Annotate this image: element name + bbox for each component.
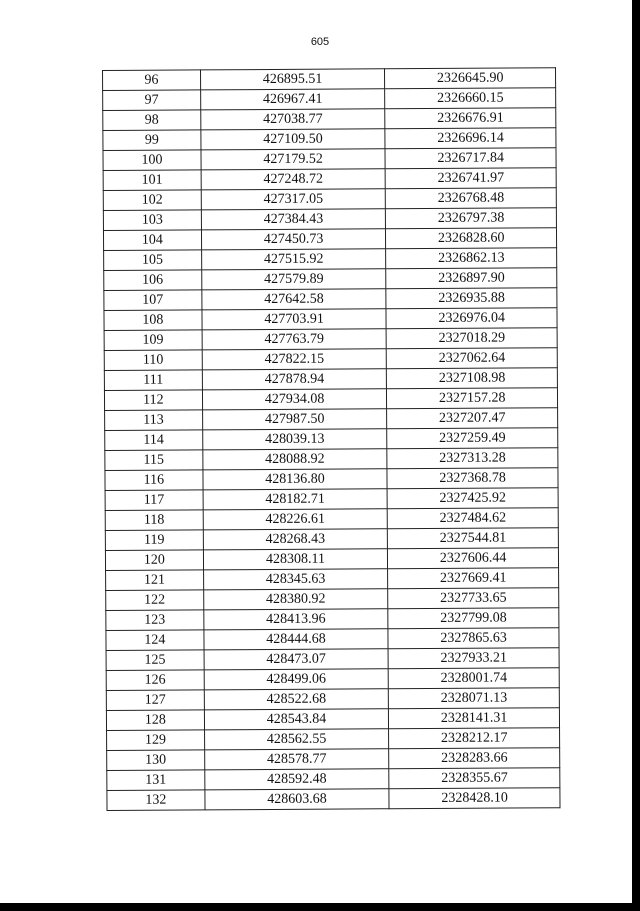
- point-number-cell: 109: [104, 330, 202, 351]
- y-coordinate-cell: 2327259.49: [387, 428, 558, 449]
- point-number-cell: 129: [107, 730, 205, 751]
- point-number-cell: 98: [103, 110, 201, 131]
- x-coordinate-cell: 427642.58: [202, 289, 387, 310]
- x-coordinate-cell: 426967.41: [200, 89, 385, 110]
- point-number-cell: 97: [103, 90, 201, 111]
- point-number-cell: 101: [103, 170, 201, 191]
- y-coordinate-cell: 2328355.67: [389, 768, 560, 789]
- table-row: [106, 708, 559, 731]
- y-coordinate-cell: 2326828.60: [386, 228, 557, 249]
- x-coordinate-cell: 428444.68: [204, 629, 389, 650]
- table-row: [105, 548, 558, 571]
- table-row: [107, 788, 560, 811]
- x-coordinate-cell: 428543.84: [204, 709, 389, 730]
- point-number-cell: 107: [104, 290, 202, 311]
- point-number-cell: 128: [106, 710, 204, 731]
- y-coordinate-cell: 2327207.47: [387, 408, 558, 429]
- x-coordinate-cell: 428413.96: [204, 609, 389, 630]
- point-number-cell: 115: [105, 450, 203, 471]
- point-number-cell: 105: [104, 250, 202, 271]
- y-coordinate-cell: 2327544.81: [388, 528, 559, 549]
- table-row: [103, 148, 556, 171]
- x-coordinate-cell: 427878.94: [202, 369, 387, 390]
- y-coordinate-cell: 2326897.90: [386, 268, 557, 289]
- x-coordinate-cell: 427579.89: [201, 269, 386, 290]
- table-row: [104, 268, 557, 291]
- y-coordinate-cell: 2327606.44: [388, 548, 559, 569]
- x-coordinate-cell: 428039.13: [202, 429, 387, 450]
- y-coordinate-cell: 2326741.97: [385, 168, 556, 189]
- x-coordinate-cell: 427515.92: [201, 249, 386, 270]
- table-row: [106, 648, 559, 671]
- table-row: [104, 288, 557, 311]
- y-coordinate-cell: 2327157.28: [387, 388, 558, 409]
- point-number-cell: 130: [107, 750, 205, 771]
- y-coordinate-cell: 2326862.13: [386, 248, 557, 269]
- x-coordinate-cell: 428136.80: [203, 469, 388, 490]
- y-coordinate-cell: 2326976.04: [386, 308, 557, 329]
- table-row: [107, 748, 560, 771]
- y-coordinate-cell: 2326645.90: [385, 68, 556, 89]
- point-number-cell: 131: [107, 770, 205, 791]
- x-coordinate-cell: 428268.43: [203, 529, 388, 550]
- y-coordinate-cell: 2326717.84: [385, 148, 556, 169]
- y-coordinate-cell: 2327799.08: [388, 608, 559, 629]
- point-number-cell: 96: [103, 70, 201, 91]
- point-number-cell: 108: [104, 310, 202, 331]
- x-coordinate-cell: 427934.08: [202, 389, 387, 410]
- point-number-cell: 113: [105, 410, 203, 431]
- y-coordinate-cell: 2328071.13: [389, 688, 560, 709]
- table-row: [103, 68, 556, 91]
- x-coordinate-cell: 428308.11: [203, 549, 388, 570]
- table-row: [104, 248, 557, 271]
- x-coordinate-cell: 427109.50: [201, 129, 386, 150]
- table-row: [106, 608, 559, 631]
- x-coordinate-cell: 428473.07: [204, 649, 389, 670]
- table-row: [107, 728, 560, 751]
- table-row: [107, 768, 560, 791]
- x-coordinate-cell: 427987.50: [202, 409, 387, 430]
- point-number-cell: 126: [106, 670, 204, 691]
- table-row: [103, 128, 556, 151]
- table-row: [103, 168, 556, 191]
- y-coordinate-cell: 2328141.31: [389, 708, 560, 729]
- y-coordinate-cell: 2328283.66: [389, 748, 560, 769]
- table-row: [105, 448, 558, 471]
- table-row: [106, 568, 559, 591]
- point-number-cell: 122: [106, 590, 204, 611]
- y-coordinate-cell: 2326797.38: [386, 208, 557, 229]
- point-number-cell: 121: [106, 570, 204, 591]
- table-row: [105, 528, 558, 551]
- point-number-cell: 119: [105, 530, 203, 551]
- x-coordinate-cell: 428522.68: [204, 689, 389, 710]
- table-row: [103, 88, 556, 111]
- x-coordinate-cell: 428182.71: [203, 489, 388, 510]
- y-coordinate-cell: 2328428.10: [389, 788, 560, 809]
- y-coordinate-cell: 2328001.74: [388, 668, 559, 689]
- x-coordinate-cell: 427450.73: [201, 229, 386, 250]
- table-row: [103, 108, 556, 131]
- y-coordinate-cell: 2326935.88: [386, 288, 557, 309]
- table-row: [104, 308, 557, 331]
- x-coordinate-cell: 428088.92: [203, 449, 388, 470]
- table-row: [104, 328, 557, 351]
- table-row: [105, 428, 558, 451]
- y-coordinate-cell: 2326696.14: [385, 128, 556, 149]
- point-number-cell: 99: [103, 130, 201, 151]
- point-number-cell: 104: [103, 230, 201, 251]
- point-number-cell: 117: [105, 490, 203, 511]
- x-coordinate-cell: 428380.92: [203, 589, 388, 610]
- y-coordinate-cell: 2326660.15: [385, 88, 556, 109]
- x-coordinate-cell: 428499.06: [204, 669, 389, 690]
- point-number-cell: 110: [104, 350, 202, 371]
- table-row: [103, 228, 556, 251]
- y-coordinate-cell: 2327062.64: [387, 348, 558, 369]
- table-row: [104, 348, 557, 371]
- y-coordinate-cell: 2328212.17: [389, 728, 560, 749]
- x-coordinate-cell: 427038.77: [200, 109, 385, 130]
- point-number-cell: 116: [105, 470, 203, 491]
- x-coordinate-cell: 427384.43: [201, 209, 386, 230]
- point-number-cell: 132: [107, 790, 205, 811]
- point-number-cell: 124: [106, 630, 204, 651]
- y-coordinate-cell: 2327669.41: [388, 568, 559, 589]
- coordinate-table: [102, 67, 561, 811]
- table-row: [105, 508, 558, 531]
- x-coordinate-cell: 427703.91: [202, 309, 387, 330]
- y-coordinate-cell: 2326676.91: [385, 108, 556, 129]
- table-row: [105, 408, 558, 431]
- point-number-cell: 114: [105, 430, 203, 451]
- y-coordinate-cell: 2327933.21: [388, 648, 559, 669]
- table-row: [105, 468, 558, 491]
- table-row: [103, 208, 556, 231]
- x-coordinate-cell: 426895.51: [200, 69, 385, 90]
- x-coordinate-cell: 427822.15: [202, 349, 387, 370]
- table-row: [104, 368, 557, 391]
- x-coordinate-cell: 427763.79: [202, 329, 387, 350]
- x-coordinate-cell: 427317.05: [201, 189, 386, 210]
- x-coordinate-cell: 428592.48: [205, 769, 390, 790]
- scan-border: [0, 903, 632, 906]
- point-number-cell: 127: [106, 690, 204, 711]
- table-row: [106, 668, 559, 691]
- coordinate-table-body: [103, 68, 561, 811]
- point-number-cell: 118: [105, 510, 203, 531]
- table-row: [103, 188, 556, 211]
- point-number-cell: 103: [103, 210, 201, 231]
- y-coordinate-cell: 2327018.29: [386, 328, 557, 349]
- point-number-cell: 120: [105, 550, 203, 571]
- y-coordinate-cell: 2327865.63: [388, 628, 559, 649]
- table-row: [106, 628, 559, 651]
- table-row: [104, 388, 557, 411]
- page-number: 605: [310, 36, 330, 48]
- y-coordinate-cell: 2327484.62: [388, 508, 559, 529]
- point-number-cell: 123: [106, 610, 204, 631]
- x-coordinate-cell: 428226.61: [203, 509, 388, 530]
- y-coordinate-cell: 2327313.28: [387, 448, 558, 469]
- point-number-cell: 112: [104, 390, 202, 411]
- table-row: [105, 488, 558, 511]
- x-coordinate-cell: 428578.77: [204, 749, 389, 770]
- x-coordinate-cell: 427248.72: [201, 169, 386, 190]
- point-number-cell: 111: [104, 370, 202, 391]
- x-coordinate-cell: 428345.63: [203, 569, 388, 590]
- y-coordinate-cell: 2327425.92: [387, 488, 558, 509]
- x-coordinate-cell: 428562.55: [204, 729, 389, 750]
- table-row: [106, 688, 559, 711]
- point-number-cell: 106: [104, 270, 202, 291]
- y-coordinate-cell: 2327368.78: [387, 468, 558, 489]
- point-number-cell: 102: [103, 190, 201, 211]
- y-coordinate-cell: 2326768.48: [386, 188, 557, 209]
- y-coordinate-cell: 2327733.65: [388, 588, 559, 609]
- x-coordinate-cell: 428603.68: [205, 789, 390, 810]
- x-coordinate-cell: 427179.52: [201, 149, 386, 170]
- point-number-cell: 100: [103, 150, 201, 171]
- y-coordinate-cell: 2327108.98: [387, 368, 558, 389]
- table-row: [106, 588, 559, 611]
- point-number-cell: 125: [106, 650, 204, 671]
